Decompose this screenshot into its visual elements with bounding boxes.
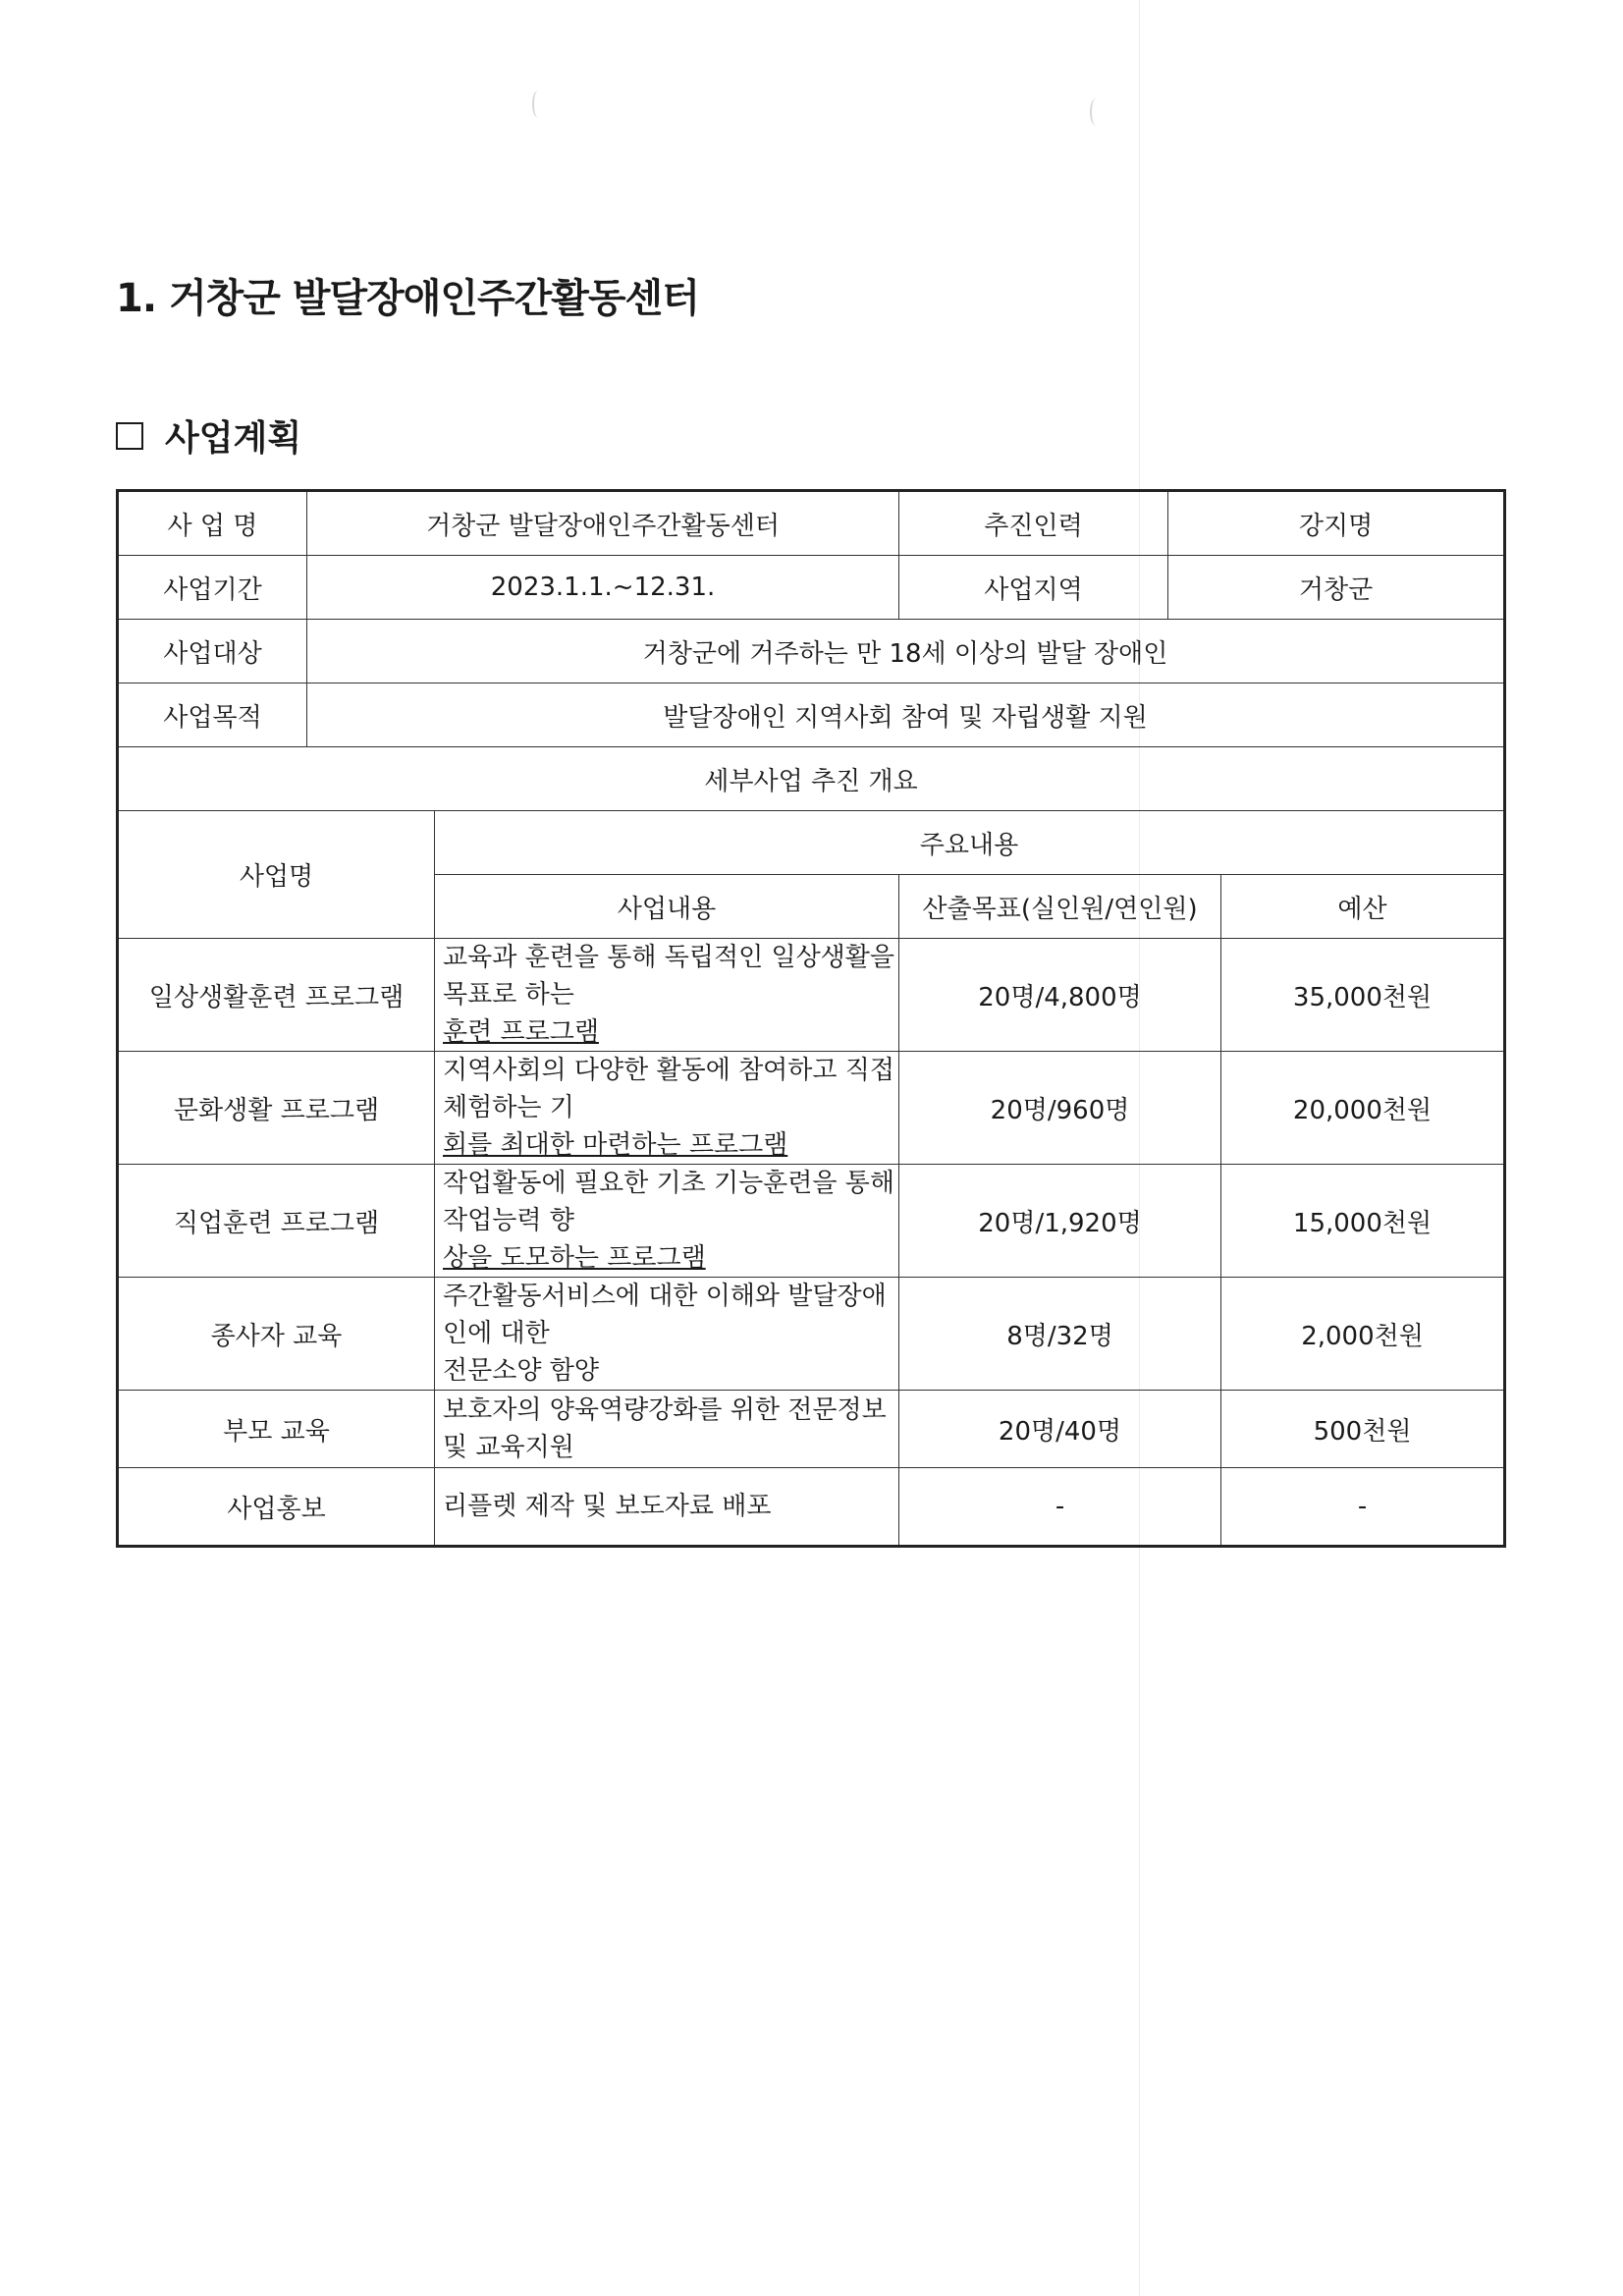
program-target: - [899, 1468, 1221, 1547]
scan-mark [1090, 98, 1102, 126]
table-row [118, 939, 1505, 1052]
table-row [118, 1468, 1505, 1547]
section-heading [116, 410, 301, 461]
program-budget: - [1221, 1468, 1505, 1547]
program-content-line: 훈련 프로그램 [443, 1017, 599, 1047]
program-content [435, 1165, 899, 1278]
program-content [435, 1278, 899, 1391]
column-header-budget: 예산 [1221, 875, 1505, 939]
period-label: 사업기간 [118, 556, 307, 620]
document-title: 1. 거창군 발달장애인주간활동센터 [116, 276, 699, 321]
staff-label: 추진인력 [899, 491, 1168, 556]
program-budget: 2,000천원 [1221, 1278, 1505, 1391]
column-header-target: 산출목표(실인원/연인원) [899, 875, 1221, 939]
staff-value: 강지명 [1168, 491, 1505, 556]
program-budget: 500천원 [1221, 1391, 1505, 1468]
details-section-title: 세부사업 추진 개요 [118, 747, 1505, 811]
program-budget: 35,000천원 [1221, 939, 1505, 1052]
section-heading-text: 사업계획 [165, 418, 302, 459]
program-content-line: 보호자의 양육역량강화를 위한 전문정보 및 교육지원 [443, 1395, 887, 1462]
table-row [118, 556, 1505, 620]
program-target: 20명/4,800명 [899, 939, 1221, 1052]
region-value: 거창군 [1168, 556, 1505, 620]
program-budget: 15,000천원 [1221, 1165, 1505, 1278]
scan-mark [532, 90, 544, 118]
program-name: 직업훈련 프로그램 [118, 1165, 435, 1278]
program-target: 20명/40명 [899, 1391, 1221, 1468]
program-name: 종사자 교육 [118, 1278, 435, 1391]
table-row [118, 1052, 1505, 1165]
program-budget: 20,000천원 [1221, 1052, 1505, 1165]
program-content-line: 전문소양 함양 [443, 1356, 599, 1386]
table-row [118, 683, 1505, 747]
program-name: 일상생활훈련 프로그램 [118, 939, 435, 1052]
column-header-main: 주요내용 [435, 811, 1505, 875]
program-content [435, 1468, 899, 1547]
program-content [435, 939, 899, 1052]
checkbox-square-icon [116, 422, 143, 450]
table-row [118, 1278, 1505, 1391]
project-plan-table [116, 489, 1506, 1548]
project-name-label: 사 업 명 [118, 491, 307, 556]
table-row [118, 1391, 1505, 1468]
region-label: 사업지역 [899, 556, 1168, 620]
project-name-value: 거창군 발달장애인주간활동센터 [307, 491, 899, 556]
table-header-row [118, 811, 1505, 875]
program-target: 20명/960명 [899, 1052, 1221, 1165]
program-content-line: 회를 최대한 마련하는 프로그램 [443, 1130, 788, 1160]
program-content-line: 작업활동에 필요한 기초 기능훈련을 통해 작업능력 향 [443, 1169, 895, 1235]
target-label: 사업대상 [118, 620, 307, 683]
purpose-value: 발달장애인 지역사회 참여 및 자립생활 지원 [307, 683, 1505, 747]
program-content [435, 1052, 899, 1165]
table-row [118, 620, 1505, 683]
period-value: 2023.1.1.~12.31. [307, 556, 899, 620]
program-content-line: 상을 도모하는 프로그램 [443, 1243, 706, 1273]
table-row [118, 1165, 1505, 1278]
program-content [435, 1391, 899, 1468]
column-header-content: 사업내용 [435, 875, 899, 939]
column-header-name: 사업명 [118, 811, 435, 939]
table-row [118, 491, 1505, 556]
program-name: 부모 교육 [118, 1391, 435, 1468]
program-target: 20명/1,920명 [899, 1165, 1221, 1278]
program-target: 8명/32명 [899, 1278, 1221, 1391]
program-name: 사업홍보 [118, 1468, 435, 1547]
table-row [118, 747, 1505, 811]
target-value: 거창군에 거주하는 만 18세 이상의 발달 장애인 [307, 620, 1505, 683]
program-name: 문화생활 프로그램 [118, 1052, 435, 1165]
program-content-line: 리플렛 제작 및 보도자료 배포 [443, 1492, 772, 1521]
program-content-line: 주간활동서비스에 대한 이해와 발달장애인에 대한 [443, 1282, 887, 1348]
purpose-label: 사업목적 [118, 683, 307, 747]
program-content-line: 교육과 훈련을 통해 독립적인 일상생활을 목표로 하는 [443, 943, 895, 1010]
program-content-line: 지역사회의 다양한 활동에 참여하고 직접 체험하는 기 [443, 1056, 895, 1122]
